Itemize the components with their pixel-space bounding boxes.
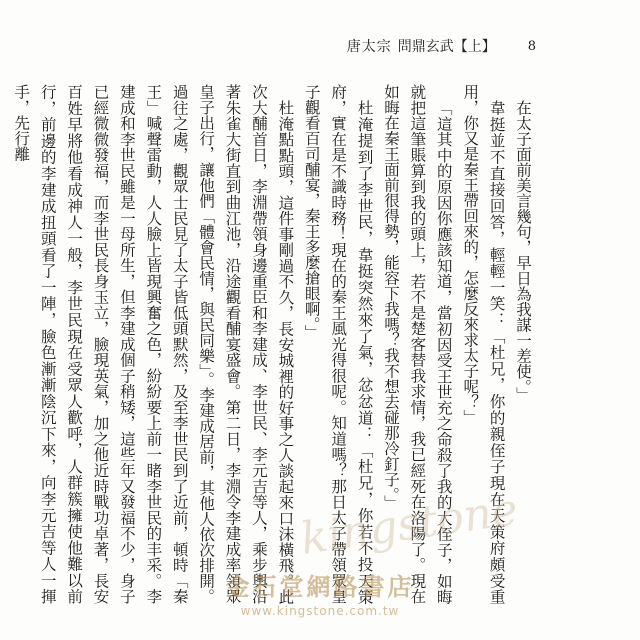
- watermark: [0, 567, 640, 618]
- page-number: 8: [527, 38, 536, 54]
- watermark-script: kingstone: [297, 484, 521, 565]
- paragraph: 韋挺並不直接回答，輕輕一笑：「杜兄，你的親侄子現在天策府頗受重用，你又是秦王帶回來的，怎麼反來求太子呢？」: [461, 84, 506, 604]
- watermark-url: www.kingstone.com.tw: [240, 604, 400, 618]
- paragraph: 在太子面前美言幾句，早日為我謀一差使。」: [514, 99, 532, 402]
- paragraph: 杜淹點點頭，這件事剛過不久，長安城裡的好事之人談起來口沫橫飛。此次大酺首日，李淵帶領身邊重臣和李建成、李世民、李元吉等人，乘步輿沿著朱雀大街直到曲江池，沿途觀看酺宴盛會。第二日，李淵令李建成率領眾皇子出行，讓他們「體會民情，與民同樂」。李建成居前，其他人依次排開。過往之處，觀眾士民見了太子皆低頭默然，及至李世民到了近前，頓時「秦王」喊聲雷動，人人臉上皆現興奮之色，紛紛要上前一睹李世民的丰采。李建成和李世民雖是一母所生，但李建成個子稍矮，這些年又發福不少，身子已經微微發福，而李世民長身玉立，臉現英氣，加之他近時戰功卓著，長安百姓早將他看成神人一般，李世民現在受眾人歡呼，人群簇擁使他難以前行，前邊的李建成扭頭看了一陣，臉色漸漸陰沉下來，向李元吉等人一揮手，先行離: [12, 84, 295, 604]
- header-book-title: 唐太宗: [346, 39, 392, 55]
- header-subtitle: 問鼎玄武【上】: [397, 39, 496, 55]
- paragraph: 杜淹提到了李世民，韋挺突然來了氣，忿忿道：「杜兄，你若不投天策府，實在是不識時務！現在的秦王風光得很呢。知道嗎？那日太子帶領眾皇子觀看百司酺宴，秦王多麼搶眼啊。」: [302, 84, 374, 604]
- running-header: [347, 36, 536, 56]
- paragraph: 「這其中的原因你應該知道，當初因受王世充之命殺了我的大侄子，如晦就把這筆賬算到我的頭上，若不是楚客替我求情，我已經死在洛陽了。現在如晦在秦王面前很得勢，能容下我嗎？我不想去碰那冷釘子。」: [381, 84, 453, 604]
- watermark-store-name: 金石堂網路書店: [225, 572, 415, 601]
